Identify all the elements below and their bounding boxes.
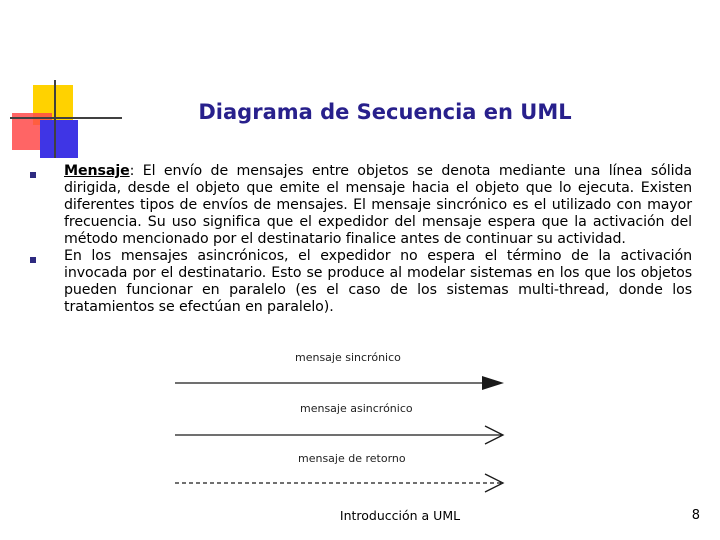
- slide-title: Diagrama de Secuencia en UML: [198, 100, 572, 124]
- page-number: 8: [691, 508, 700, 523]
- bullet-item: [28, 248, 692, 316]
- blue-square: [40, 120, 78, 158]
- bullet-square-icon: [30, 172, 36, 178]
- arrow-label-asynchronous: mensaje asincrónico: [300, 402, 413, 415]
- decorative-logo: [0, 0, 120, 170]
- vertical-rule: [54, 80, 56, 158]
- arrows-svg: [170, 345, 510, 505]
- bullet-body: En los mensajes asincrónicos, el expedidor no espera el término de la activación invocada por el destinatario. Esto se produce al modelar sistemas en los que los objetos pueden funcionar en paralelo (es el caso de los sistemas multi-thread, donde los tratamientos se efectúan en paralelo).: [64, 248, 692, 315]
- bullet-body: : El envío de mensajes entre objetos se denota mediante una línea sólida dirigida, desde el objeto que emite el mensaje hacia el objeto que lo ejecuta. Existen diferentes tipos de envíos de mensajes. El mensaje sincrónico es el utilizado con mayor frecuencia. Su uso significa que el expedidor del mensaje espera que la activación del método mencionado por el destinatario finalice antes de continuar su actividad.: [64, 163, 692, 247]
- bullet-list: [28, 163, 692, 316]
- arrow-label-return: mensaje de retorno: [298, 452, 406, 465]
- filled-arrowhead-icon: [482, 376, 504, 390]
- arrow-label-synchronous: mensaje sincrónico: [295, 351, 401, 364]
- bullet-item: [28, 163, 692, 248]
- message-types-diagram: [170, 345, 510, 505]
- bullet-square-icon: [30, 257, 36, 263]
- bullet-term: Mensaje: [64, 163, 130, 179]
- bullet-text: [64, 248, 692, 316]
- footer-title: Introducción a UML: [339, 508, 461, 523]
- horizontal-rule: [10, 117, 122, 119]
- bullet-text: [64, 163, 692, 248]
